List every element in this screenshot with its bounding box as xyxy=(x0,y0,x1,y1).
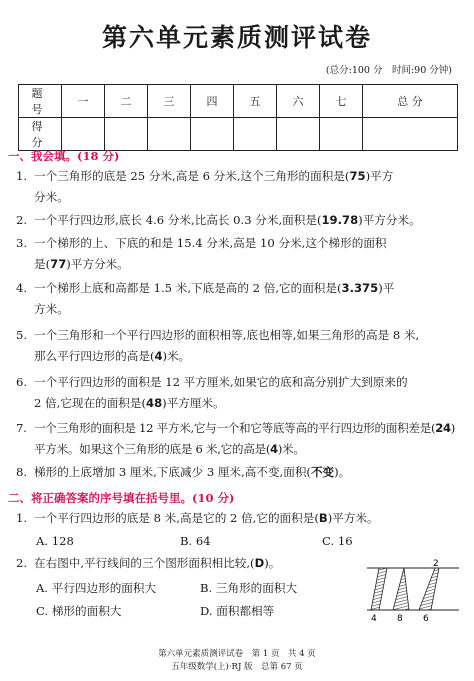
answer: 4 xyxy=(270,442,278,456)
figure-label-top: 2 xyxy=(433,559,439,569)
question-1-8: 8. 梯形的上底增加 3 厘米,下底减少 3 厘米,高不变,面积(不变)。 xyxy=(16,465,351,479)
score-table xyxy=(18,84,458,151)
answer: 19.78 xyxy=(321,213,359,227)
question-1-6: 6. 一个平行四边形的面积是 12 平方厘米,如果它的底和高分别扩大到原来的 2 倍,它现在的面积是(48)平方厘米。 xyxy=(16,375,408,410)
question-1-2: 2. 一个平行四边形,底长 4.6 分米,比高长 0.3 分米,面积是(19.78)平方分米。 xyxy=(16,213,421,227)
answer: 24 xyxy=(435,421,451,435)
answer: 77 xyxy=(50,257,67,271)
score-cell[interactable] xyxy=(234,118,277,151)
figure-label-bottom: 8 xyxy=(397,614,403,624)
question-1-4: 4. 一个梯形上底和高都是 1.5 米,下底是高的 2 倍,它的面积是(3.375)平 方米。 xyxy=(16,281,395,316)
score-cell[interactable] xyxy=(320,118,363,151)
question-1-1: 1. 一个三角形的底是 25 分米,高是 6 分米,这个三角形的面积是(75)平方 分米。 xyxy=(16,169,394,204)
answer: 75 xyxy=(349,169,366,183)
option-b[interactable]: B. 64 xyxy=(180,534,211,548)
score-cell[interactable] xyxy=(105,118,148,151)
question-1-7: 7. 一个三角形的面积是 12 平方米,它与一个和它等底等高的平行四边形的面积差是(24) 平方米。如果这个三角形的底是 6 米,它的高是(4)米。 xyxy=(16,421,456,456)
question-2-2: 2. 在右图中,平行线间的三个图形面积相比较,(D)。 xyxy=(16,556,281,570)
page-title: 第六单元素质测评试卷 xyxy=(101,23,372,52)
row-label-question: 题 号 xyxy=(19,85,62,118)
score-col: 五 xyxy=(234,85,277,118)
answer: 3.375 xyxy=(341,281,379,295)
figure-label-bottom: 4 xyxy=(371,614,377,624)
answer: D xyxy=(254,556,265,570)
score-col: 一 xyxy=(62,85,105,118)
option-a[interactable]: A. 平行四边形的面积大 xyxy=(36,581,157,595)
score-row-points xyxy=(19,118,458,151)
score-cell[interactable] xyxy=(191,118,234,151)
question-2-1: 1. 一个平行四边形的底是 8 米,高是它的 2 倍,它的面积是(B)平方米。 xyxy=(16,511,379,525)
score-cell[interactable] xyxy=(363,118,458,151)
row-label-score: 得 分 xyxy=(19,118,62,151)
trapezoid-shape xyxy=(419,568,439,610)
option-b[interactable]: B. 三角形的面积大 xyxy=(200,581,298,595)
parallel-shapes-figure xyxy=(365,558,461,626)
score-col: 二 xyxy=(105,85,148,118)
section2-heading: 二、将正确答案的序号填在括号里。(10 分) xyxy=(8,491,235,505)
triangle-shape xyxy=(393,568,409,610)
score-col: 三 xyxy=(148,85,191,118)
answer: B xyxy=(318,511,328,525)
score-col: 六 xyxy=(277,85,320,118)
answer: 48 xyxy=(146,396,163,410)
score-cell[interactable] xyxy=(148,118,191,151)
score-cell[interactable] xyxy=(62,118,105,151)
option-a[interactable]: A. 128 xyxy=(36,534,74,548)
parallelogram-shape xyxy=(371,568,387,610)
score-cell[interactable] xyxy=(277,118,320,151)
figure-label-bottom: 6 xyxy=(423,614,429,624)
footer-page-info: 第六单元素质测评试卷 第 1 页 共 4 页 xyxy=(158,649,316,659)
question-1-3: 3. 一个梯形的上、下底的和是 15.4 分米,高是 10 分米,这个梯形的面积 是(77)平方分米。 xyxy=(16,236,387,271)
option-d[interactable]: D. 面积都相等 xyxy=(200,604,275,618)
score-col: 总 分 xyxy=(363,85,458,118)
section1-heading: 一、我会填。(18 分) xyxy=(8,149,120,163)
answer: 4 xyxy=(154,349,163,363)
score-col: 七 xyxy=(320,85,363,118)
option-c[interactable]: C. 梯形的面积大 xyxy=(36,604,122,618)
footer-book-info: 五年级数学(上)·RJ 版 总第 67 页 xyxy=(171,662,303,672)
question-1-5: 5. 一个三角形和一个平行四边形的面积相等,底也相等,如果三角形的高是 8 米, 那么平行四边形的高是(4)米。 xyxy=(16,328,420,363)
exam-meta: (总分:100 分 时间:90 分钟) xyxy=(325,65,452,76)
score-col: 四 xyxy=(191,85,234,118)
score-row-headers xyxy=(19,85,458,118)
answer: 不变 xyxy=(310,465,335,479)
option-c[interactable]: C. 16 xyxy=(322,534,353,548)
